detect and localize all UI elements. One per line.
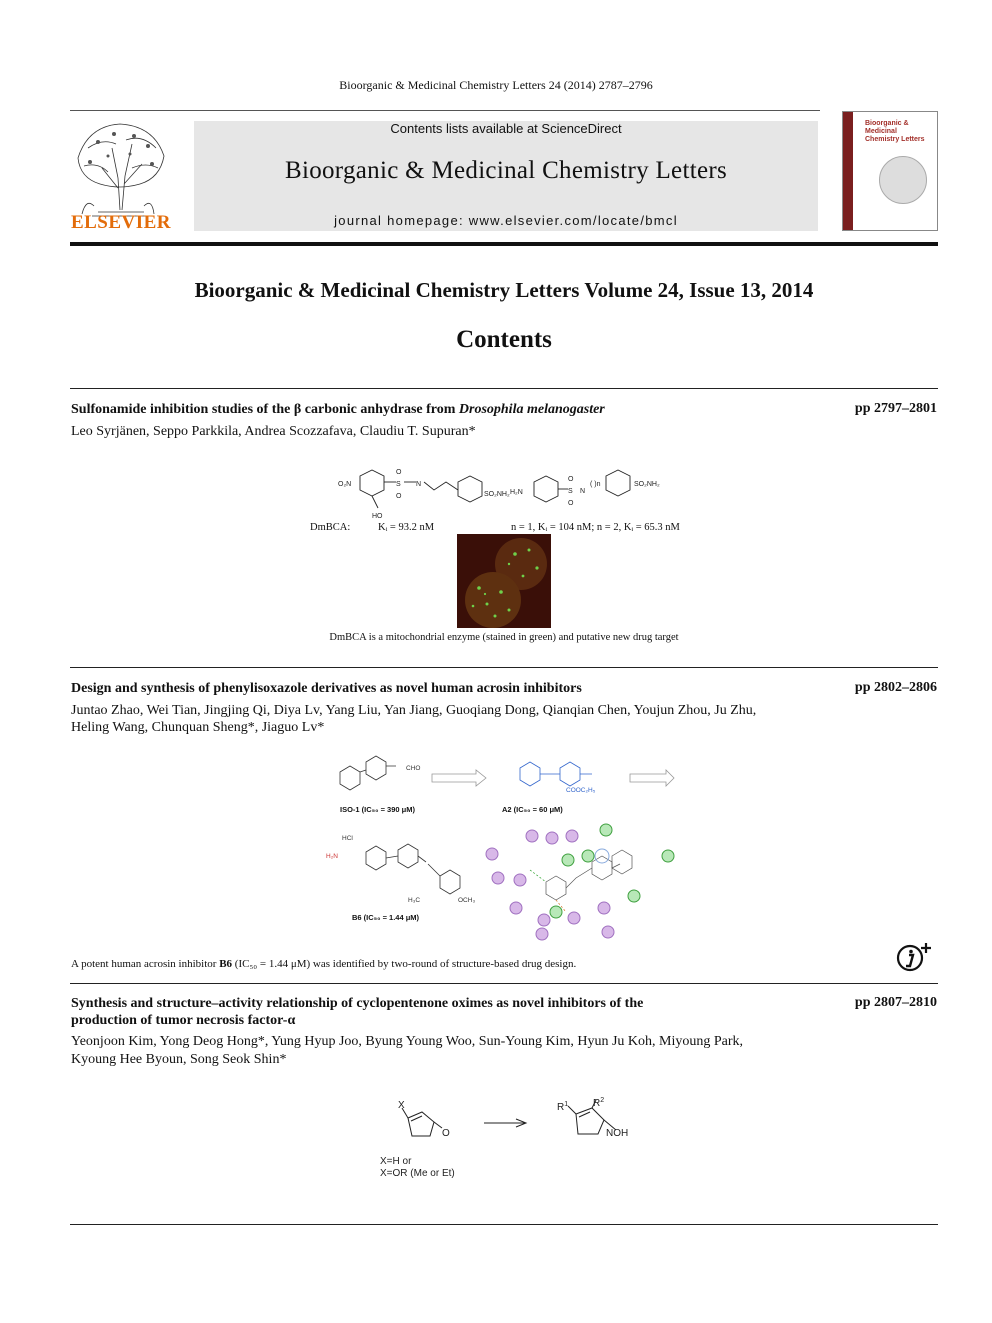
article-1-label: DmBCA: (310, 522, 351, 533)
svg-text:N: N (416, 481, 422, 488)
article-2-graphic-caption: A potent human acrosin inhibitor B6 (IC₅₀ = 1.44 μM) was identified by two-round of structure-based drug design. (71, 958, 577, 970)
article-2-title[interactable]: Design and synthesis of phenylisoxazole derivatives as novel human acrosin inhibitors (71, 681, 582, 696)
x-substituent: X (398, 1100, 405, 1111)
svg-text:HO: HO (372, 513, 383, 520)
svg-text:H₂N: H₂N (510, 489, 523, 496)
svg-text:S: S (396, 481, 401, 488)
svg-text:H₃C: H₃C (408, 897, 421, 904)
svg-text:HCl: HCl (342, 835, 353, 842)
ketone-oxygen: O (442, 1128, 450, 1139)
header-divider (70, 242, 938, 246)
svg-text:S: S (568, 488, 573, 495)
article-divider (70, 983, 938, 984)
article-2-structures-and-docking (320, 752, 690, 942)
sciencedirect-availability[interactable]: Contents lists available at ScienceDirect (390, 121, 622, 136)
journal-title: Bioorganic & Medicinal Chemistry Letters (284, 157, 727, 184)
interactive-info-icon[interactable] (896, 941, 936, 973)
svg-text:SO₂NH₂: SO₂NH₂ (484, 491, 510, 498)
cover-spine (843, 112, 853, 230)
oxime-group: NOH (606, 1128, 629, 1139)
article-3-title-line-1[interactable]: Synthesis and structure–activity relationship of cyclopentenone oximes as novel inhibitors of the (71, 996, 644, 1011)
article-2-pages: pp 2802–2806 (854, 680, 937, 695)
article-1-pages: pp 2797–2801 (854, 401, 937, 416)
svg-text:O: O (396, 493, 402, 500)
svg-text:COOC₂H₅: COOC₂H₅ (566, 787, 596, 794)
x-definition-1: X=H or (380, 1156, 412, 1167)
article-divider (70, 1224, 938, 1225)
article-1-authors: Leo Syrjänen, Seppo Parkkila, Andrea Scozzafava, Claudiu T. Supuran* (71, 424, 476, 439)
journal-cover-thumbnail (842, 111, 938, 231)
volume-title: Bioorganic & Medicinal Chemistry Letters Volume 24, Issue 13, 2014 (194, 278, 814, 302)
svg-text:O₂N: O₂N (338, 481, 352, 488)
article-2-authors-line-1: Juntao Zhao, Wei Tian, Jingjing Qi, Diya Lv, Yang Liu, Yan Jiang, Guoqiang Dong, Qianqian Chen, Youjun Zhou, Ju Zhu, (71, 703, 757, 718)
article-3-authors-line-1: Yeonjoon Kim, Yong Deog Hong*, Yung Hyup Joo, Byung Young Woo, Sun-Young Kim, Hyun Ju Koh, Miyoung Park, (71, 1034, 744, 1049)
svg-text:O: O (568, 500, 574, 507)
a2-label: A2 (IC₅₀ = 60 μM) (502, 805, 563, 814)
svg-text:N: N (580, 488, 586, 495)
r2-substituent: $R^2$ (593, 1097, 605, 1109)
r1-substituent: $R^1$ (557, 1101, 569, 1113)
b6-label: B6 (IC₅₀ = 1.44 μM) (352, 913, 420, 922)
header-rule (70, 110, 820, 111)
cover-image (879, 156, 927, 204)
article-2-authors-line-2: Heling Wang, Chunquan Sheng*, Jiaguo Lv* (71, 720, 325, 735)
journal-homepage-link[interactable]: journal homepage: www.elsevier.com/locate/bmcl (334, 213, 678, 228)
x-definition-2: X=OR (Me or Et) (380, 1168, 455, 1179)
svg-text:OCH₃: OCH₃ (458, 897, 476, 904)
article-3-authors-line-2: Kyoung Hee Byoun, Song Seok Shin* (71, 1052, 287, 1067)
article-3-pages: pp 2807–2810 (854, 995, 937, 1010)
cover-title: Bioorganic & Medicinal Chemistry Letters (865, 120, 925, 143)
journal-banner (194, 121, 818, 231)
article-1-microscopy-image (457, 534, 551, 628)
article-3-title-line-2[interactable]: production of tumor necrosis factor-α (71, 1013, 296, 1028)
article-divider (70, 388, 938, 389)
article-divider (70, 667, 938, 668)
article-1-graphic-caption: DmBCA is a mitochondrial enzyme (stained in green) and putative new drug target (329, 632, 679, 643)
article-1-title[interactable]: Sulfonamide inhibition studies of the β carbonic anhydrase from Drosophila melanogaster (71, 402, 605, 417)
svg-text:( )n: ( )n (590, 481, 601, 488)
article-1-ki-2: n = 1, Kᵢ = 104 nM; n = 2, Kᵢ = 65.3 nM (511, 522, 680, 533)
svg-text:CHO: CHO (406, 765, 421, 772)
article-1-ki-1: Kᵢ = 93.2 nM (378, 522, 435, 533)
article-3-reaction-scheme (376, 1092, 646, 1182)
svg-text:H₂N: H₂N (326, 853, 338, 860)
contents-heading: Contents (456, 326, 552, 353)
svg-text:O: O (568, 476, 574, 483)
svg-text:SO₂NH₂: SO₂NH₂ (634, 481, 660, 488)
elsevier-wordmark: ELSEVIER (70, 212, 172, 233)
journal-citation: Bioorganic & Medicinal Chemistry Letters 24 (2014) 2787–2796 (339, 78, 653, 92)
iso1-label: ISO-1 (IC₅₀ = 390 μM) (340, 805, 415, 814)
svg-text:O: O (396, 469, 402, 476)
